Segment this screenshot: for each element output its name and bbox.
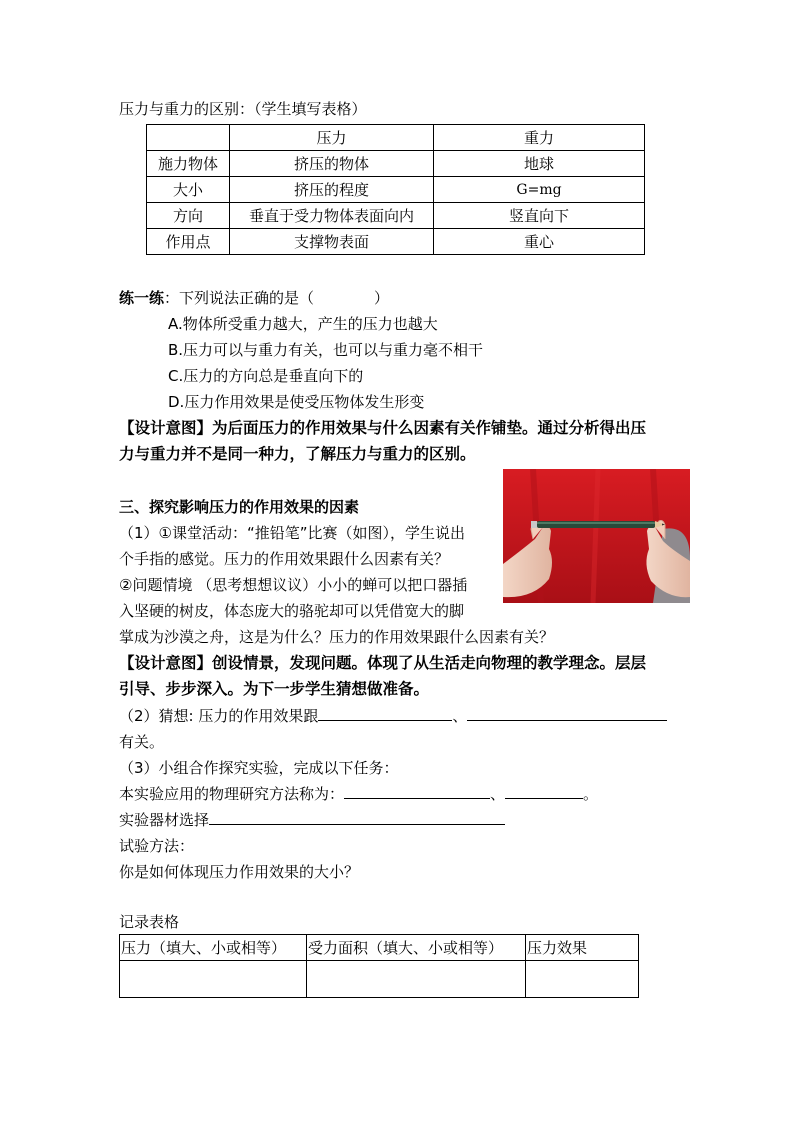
table-cell: G=mg	[434, 177, 645, 203]
table-row	[147, 177, 645, 203]
record-table-title: 记录表格	[119, 913, 180, 931]
design-intent-2-line2: 引导、步步深入。为下一步学生猜想做准备。	[119, 680, 430, 698]
activity-line-4: 入坚硬的树皮，体态庞大的骆驼却可以凭借宽大的脚	[119, 602, 465, 620]
table-cell: 竖直向下	[434, 203, 645, 229]
record-header-row	[120, 935, 639, 961]
method-blank-2[interactable]	[505, 782, 583, 799]
activity-line-3: ②问题情境 （思考想想议议）小小的蝉可以把口器插	[119, 576, 468, 594]
section-title-pressure-vs-gravity: 压力与重力的区别：（学生填写表格）	[119, 100, 367, 118]
guess-blank-2[interactable]	[467, 704, 667, 721]
guess-prefix: （2）猜想: 压力的作用效果跟	[119, 707, 319, 725]
practice-label: 练一练	[119, 289, 165, 307]
comparison-table	[146, 124, 645, 255]
table-cell: 挤压的物体	[230, 151, 434, 177]
practice-question-text: ：下列说法正确的是（ ）	[164, 289, 390, 307]
table-cell: 方向	[147, 203, 230, 229]
table-cell: 支撑物表面	[230, 229, 434, 255]
record-cell-area[interactable]	[307, 961, 526, 998]
method-blank-1[interactable]	[344, 782, 490, 799]
design-intent-1-line1: 【设计意图】为后面压力的作用效果与什么因素有关作铺垫。通过分析得出压	[119, 419, 647, 437]
record-table	[119, 934, 639, 998]
option-c: C.压力的方向总是垂直向下的	[168, 367, 364, 385]
record-cell-pressure[interactable]	[120, 961, 307, 998]
option-d: D.压力作用效果是使受压物体发生形变	[168, 393, 425, 411]
record-cell-effect[interactable]	[526, 961, 639, 998]
option-a: A.物体所受重力越大，产生的压力也越大	[168, 315, 438, 333]
table-cell: 地球	[434, 151, 645, 177]
guess-blank-1[interactable]	[318, 704, 452, 721]
table-cell: 垂直于受力物体表面向内	[230, 203, 434, 229]
table-header-row	[147, 125, 645, 151]
table-header-cell: 压力	[230, 125, 434, 151]
table-row	[147, 151, 645, 177]
method-end: 。	[583, 785, 599, 803]
method-separator: 、	[490, 785, 506, 803]
pencil-fingers-photo	[503, 469, 690, 603]
table-cell: 作用点	[147, 229, 230, 255]
table-cell: 挤压的程度	[230, 177, 434, 203]
option-b: B.压力可以与重力有关，也可以与重力毫不相干	[168, 341, 484, 359]
record-row	[120, 961, 639, 998]
method-line	[119, 781, 598, 807]
table-header-cell	[147, 125, 230, 151]
table-row	[147, 229, 645, 255]
guess-line	[119, 703, 667, 729]
group-task: （3）小组合作探究实验，完成以下任务：	[119, 759, 399, 777]
guess-separator: 、	[452, 707, 468, 725]
table-cell: 大小	[147, 177, 230, 203]
pencil-pressing-fingers-icon	[503, 469, 690, 603]
activity-line-2: 个手指的感觉。压力的作用效果跟什么因素有关？	[119, 550, 450, 568]
equipment-label: 实验器材选择	[119, 811, 210, 829]
section-title-explore: 三、探究影响压力的作用效果的因素	[119, 498, 360, 516]
table-row	[147, 203, 645, 229]
design-intent-2-line1: 【设计意图】创设情景，发现问题。体现了从生活走向物理的教学理念。层层	[119, 654, 647, 672]
practice-question	[119, 285, 389, 311]
equipment-blank[interactable]	[209, 808, 505, 825]
record-header-cell: 受力面积（填大、小或相等）	[307, 935, 526, 961]
activity-line-1: （1）①课堂活动：“推铅笔”比赛（如图），学生说出	[119, 524, 466, 542]
table-cell: 施力物体	[147, 151, 230, 177]
guess-suffix: 有关。	[119, 733, 165, 751]
procedure-label: 试验方法：	[119, 837, 195, 855]
table-cell: 重心	[434, 229, 645, 255]
design-intent-1-line2: 力与重力并不是同一种力，了解压力与重力的区别。	[119, 445, 476, 463]
equipment-line	[119, 807, 505, 833]
record-header-cell: 压力效果	[526, 935, 639, 961]
table-header-cell: 重力	[434, 125, 645, 151]
activity-line-5: 掌成为沙漠之舟，这是为什么？压力的作用效果跟什么因素有关？	[119, 628, 555, 646]
effect-question: 你是如何体现压力作用效果的大小？	[119, 863, 360, 881]
record-header-cell: 压力（填大、小或相等）	[120, 935, 307, 961]
method-prefix: 本实验应用的物理研究方法称为：	[119, 785, 345, 803]
